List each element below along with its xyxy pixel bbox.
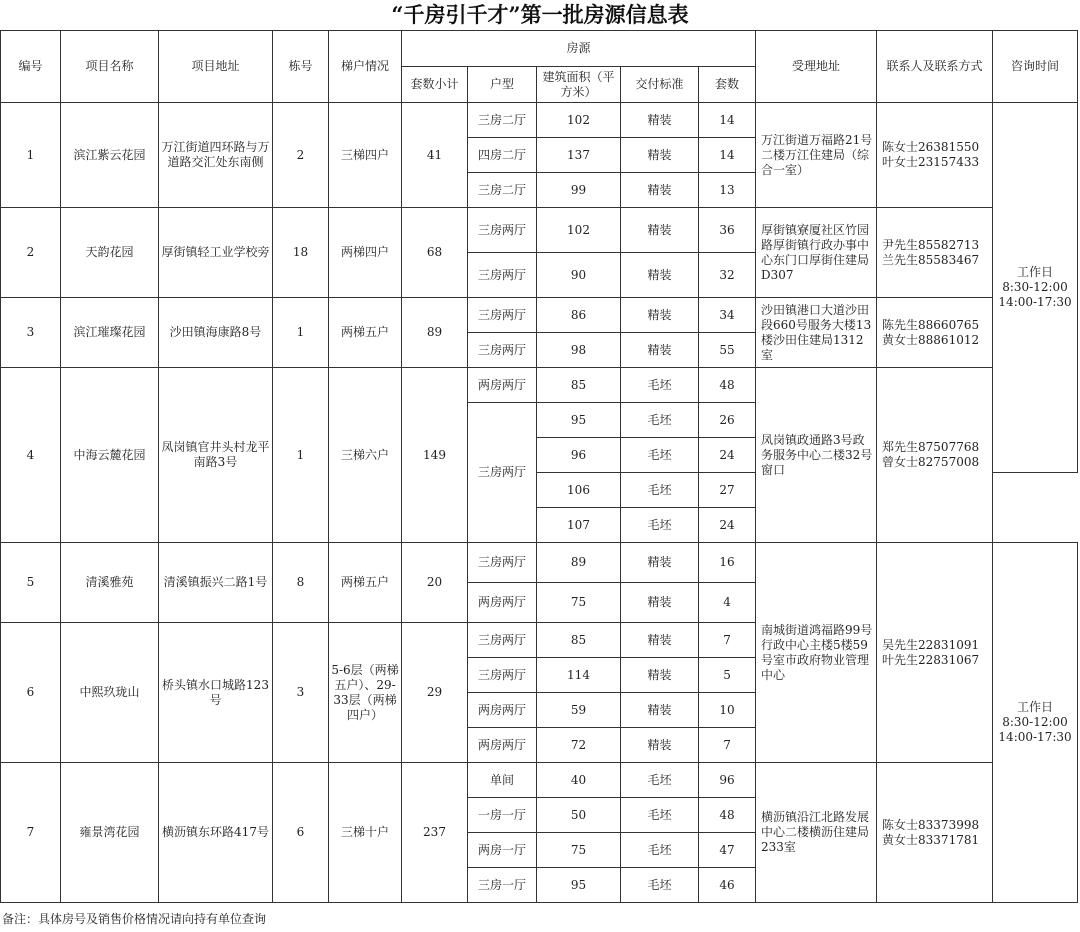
unit-delivery: 毛坯 — [621, 833, 699, 868]
unit-layout: 三房两厅 — [468, 623, 537, 658]
header-office: 受理地址 — [756, 31, 877, 103]
project-elevator: 两梯四户 — [329, 208, 402, 298]
project-subtotal: 41 — [402, 103, 468, 208]
project-no: 7 — [1, 763, 61, 903]
unit-delivery: 精装 — [621, 658, 699, 693]
contact-line: 黄女士88861012 — [882, 332, 980, 347]
unit-layout: 三房两厅 — [468, 208, 537, 253]
project-address: 沙田镇海康路8号 — [159, 298, 273, 368]
project-subtotal: 68 — [402, 208, 468, 298]
unit-delivery: 精装 — [621, 253, 699, 298]
unit-layout: 四房二厅 — [468, 138, 537, 173]
contact-line: 叶先生22831067 — [882, 652, 980, 667]
housing-table — [0, 30, 1078, 903]
table-row — [1, 763, 1078, 798]
header-contact: 联系人及联系方式 — [877, 31, 993, 103]
unit-area: 86 — [537, 298, 621, 333]
project-name: 滨江璀璨花园 — [61, 298, 159, 368]
unit-area: 114 — [537, 658, 621, 693]
unit-count: 24 — [699, 438, 756, 473]
project-address: 桥头镇水口城路123号 — [159, 623, 273, 763]
project-subtotal: 89 — [402, 298, 468, 368]
contact-line: 叶女士23157433 — [882, 155, 980, 169]
unit-layout: 三房两厅 — [468, 333, 537, 368]
unit-layout: 两房两厅 — [468, 728, 537, 763]
unit-count: 7 — [699, 623, 756, 658]
unit-delivery: 精装 — [621, 543, 699, 583]
project-subtotal: 237 — [402, 763, 468, 903]
project-no: 6 — [1, 623, 61, 763]
unit-delivery: 精装 — [621, 298, 699, 333]
unit-count: 5 — [699, 658, 756, 693]
project-contact — [877, 763, 993, 903]
unit-layout: 三房两厅 — [468, 403, 537, 543]
hours-line: 工作日 — [1017, 265, 1054, 279]
project-building: 1 — [273, 368, 329, 543]
project-elevator: 两梯五户 — [329, 543, 402, 623]
unit-area: 95 — [537, 403, 621, 438]
unit-count: 26 — [699, 403, 756, 438]
unit-count: 27 — [699, 473, 756, 508]
unit-delivery: 毛坯 — [621, 763, 699, 798]
unit-layout: 三房二厅 — [468, 103, 537, 138]
unit-layout: 两房两厅 — [468, 583, 537, 623]
unit-delivery: 精装 — [621, 728, 699, 763]
hours-line: 8:30-12:00 — [1002, 280, 1068, 294]
unit-layout: 一房一厅 — [468, 798, 537, 833]
project-no: 2 — [1, 208, 61, 298]
project-office: 沙田镇港口大道沙田段660号服务大楼13楼沙田住建局1312室 — [756, 298, 877, 368]
table-row — [1, 103, 1078, 138]
unit-layout: 三房两厅 — [468, 543, 537, 583]
unit-area: 85 — [537, 623, 621, 658]
header-area: 建筑面积（平方米） — [537, 67, 621, 103]
unit-area: 137 — [537, 138, 621, 173]
table-row — [1, 543, 1078, 583]
unit-area: 72 — [537, 728, 621, 763]
contact-line: 郑先生87507768 — [882, 440, 980, 454]
header-address: 项目地址 — [159, 31, 273, 103]
project-contact — [877, 298, 993, 368]
unit-layout: 两房两厅 — [468, 368, 537, 403]
contact-line: 曾女士82757008 — [882, 455, 980, 469]
unit-delivery: 精装 — [621, 103, 699, 138]
unit-area: 107 — [537, 508, 621, 543]
unit-count: 13 — [699, 173, 756, 208]
header-hours: 咨询时间 — [993, 31, 1078, 103]
unit-delivery: 精装 — [621, 693, 699, 728]
unit-count: 36 — [699, 208, 756, 253]
unit-count: 96 — [699, 763, 756, 798]
unit-layout: 三房两厅 — [468, 253, 537, 298]
header-delivery: 交付标准 — [621, 67, 699, 103]
unit-area: 99 — [537, 173, 621, 208]
contact-line: 吴先生22831091 — [882, 637, 980, 652]
hours-line: 工作日 — [1017, 700, 1054, 714]
consult-hours-2 — [993, 543, 1078, 903]
project-office: 凤岗镇政通路3号政务服务中心二楼32号窗口 — [756, 368, 877, 543]
project-building: 6 — [273, 763, 329, 903]
project-subtotal: 149 — [402, 368, 468, 543]
project-no: 5 — [1, 543, 61, 623]
project-subtotal: 29 — [402, 623, 468, 763]
project-name: 清溪雅苑 — [61, 543, 159, 623]
project-address: 横沥镇东环路417号 — [159, 763, 273, 903]
unit-delivery: 毛坯 — [621, 368, 699, 403]
table-row — [1, 368, 1078, 403]
header-layout: 户型 — [468, 67, 537, 103]
header-housing: 房源 — [402, 31, 756, 67]
project-no: 3 — [1, 298, 61, 368]
contact-line: 兰先生85583467 — [882, 252, 980, 267]
project-contact — [877, 368, 993, 543]
project-contact — [877, 208, 993, 298]
unit-delivery: 精装 — [621, 333, 699, 368]
header-count: 套数 — [699, 67, 756, 103]
shared-office: 南城街道鸿福路99号行政中心主楼5楼59号室市政府物业管理中心 — [756, 543, 877, 763]
unit-area: 98 — [537, 333, 621, 368]
unit-area: 50 — [537, 798, 621, 833]
unit-area: 75 — [537, 583, 621, 623]
unit-area: 102 — [537, 103, 621, 138]
project-address: 清溪镇振兴二路1号 — [159, 543, 273, 623]
unit-delivery: 精装 — [621, 623, 699, 658]
unit-area: 106 — [537, 473, 621, 508]
project-name: 中海云麓花园 — [61, 368, 159, 543]
hours-line: 8:30-12:00 — [1002, 715, 1068, 729]
unit-area: 75 — [537, 833, 621, 868]
unit-delivery: 精装 — [621, 583, 699, 623]
shared-contact — [877, 543, 993, 763]
unit-layout: 三房两厅 — [468, 658, 537, 693]
unit-delivery: 精装 — [621, 138, 699, 173]
project-name: 中熙玖珑山 — [61, 623, 159, 763]
unit-count: 46 — [699, 868, 756, 903]
project-elevator: 三梯六户 — [329, 368, 402, 543]
page-title: “千房引千才”第一批房源信息表 — [391, 2, 689, 27]
project-subtotal: 20 — [402, 543, 468, 623]
project-no: 4 — [1, 368, 61, 543]
unit-area: 89 — [537, 543, 621, 583]
project-building: 2 — [273, 103, 329, 208]
unit-count: 14 — [699, 103, 756, 138]
table-row — [1, 208, 1078, 253]
unit-count: 55 — [699, 333, 756, 368]
project-elevator: 5-6层（两梯五户）、29-33层（两梯四户） — [329, 623, 402, 763]
project-no: 1 — [1, 103, 61, 208]
project-address: 凤岗镇官井头村龙平南路3号 — [159, 368, 273, 543]
footnote: 备注：具体房号及销售价格情况请向持有单位查询 — [2, 912, 267, 926]
header-elevator: 梯户情况 — [329, 31, 402, 103]
unit-count: 47 — [699, 833, 756, 868]
unit-delivery: 毛坯 — [621, 868, 699, 903]
project-address: 厚街镇轻工业学校旁 — [159, 208, 273, 298]
unit-count: 48 — [699, 368, 756, 403]
project-elevator: 三梯十户 — [329, 763, 402, 903]
header-no: 编号 — [1, 31, 61, 103]
header-name: 项目名称 — [61, 31, 159, 103]
project-building: 1 — [273, 298, 329, 368]
unit-area: 90 — [537, 253, 621, 298]
project-building: 8 — [273, 543, 329, 623]
hours-line: 14:00-17:30 — [998, 730, 1072, 744]
project-office: 横沥镇沿江北路发展中心二楼横沥住建局233室 — [756, 763, 877, 903]
unit-delivery: 毛坯 — [621, 508, 699, 543]
unit-area: 102 — [537, 208, 621, 253]
header-building: 栋号 — [273, 31, 329, 103]
unit-delivery: 毛坯 — [621, 798, 699, 833]
unit-delivery: 精装 — [621, 208, 699, 253]
project-name: 滨江紫云花园 — [61, 103, 159, 208]
unit-layout: 三房二厅 — [468, 173, 537, 208]
unit-layout: 两房两厅 — [468, 693, 537, 728]
consult-hours-1 — [993, 103, 1078, 473]
unit-layout: 两房一厅 — [468, 833, 537, 868]
project-name: 雍景湾花园 — [61, 763, 159, 903]
project-building: 18 — [273, 208, 329, 298]
unit-area: 96 — [537, 438, 621, 473]
project-contact — [877, 103, 993, 208]
project-elevator: 两梯五户 — [329, 298, 402, 368]
unit-count: 10 — [699, 693, 756, 728]
project-name: 天韵花园 — [61, 208, 159, 298]
contact-line: 陈先生88660765 — [882, 317, 980, 332]
unit-delivery: 毛坯 — [621, 473, 699, 508]
project-building: 3 — [273, 623, 329, 763]
unit-count: 16 — [699, 543, 756, 583]
header-subtotal: 套数小计 — [402, 67, 468, 103]
contact-line: 黄女士83371781 — [882, 832, 980, 847]
unit-area: 40 — [537, 763, 621, 798]
project-office: 万江街道万福路21号二楼万江住建局（综合一室） — [756, 103, 877, 208]
project-office: 厚街镇寮厦社区竹园路厚街镇行政办事中心东门口厚街住建局D307 — [756, 208, 877, 298]
unit-delivery: 精装 — [621, 173, 699, 208]
table-row — [1, 298, 1078, 333]
unit-count: 14 — [699, 138, 756, 173]
unit-layout: 三房一厅 — [468, 868, 537, 903]
unit-count: 24 — [699, 508, 756, 543]
unit-layout: 单间 — [468, 763, 537, 798]
unit-count: 4 — [699, 583, 756, 623]
contact-line: 尹先生85582713 — [882, 237, 980, 252]
unit-count: 32 — [699, 253, 756, 298]
unit-count: 34 — [699, 298, 756, 333]
project-elevator: 三梯四户 — [329, 103, 402, 208]
unit-delivery: 毛坯 — [621, 438, 699, 473]
contact-line: 陈女士26381550 — [882, 140, 980, 154]
unit-delivery: 毛坯 — [621, 403, 699, 438]
unit-count: 7 — [699, 728, 756, 763]
unit-area: 85 — [537, 368, 621, 403]
project-address: 万江街道四环路与万道路交汇处东南侧 — [159, 103, 273, 208]
unit-count: 48 — [699, 798, 756, 833]
hours-line: 14:00-17:30 — [998, 295, 1072, 309]
unit-layout: 三房两厅 — [468, 298, 537, 333]
contact-line: 陈女士83373998 — [882, 817, 980, 832]
unit-area: 59 — [537, 693, 621, 728]
unit-area: 95 — [537, 868, 621, 903]
